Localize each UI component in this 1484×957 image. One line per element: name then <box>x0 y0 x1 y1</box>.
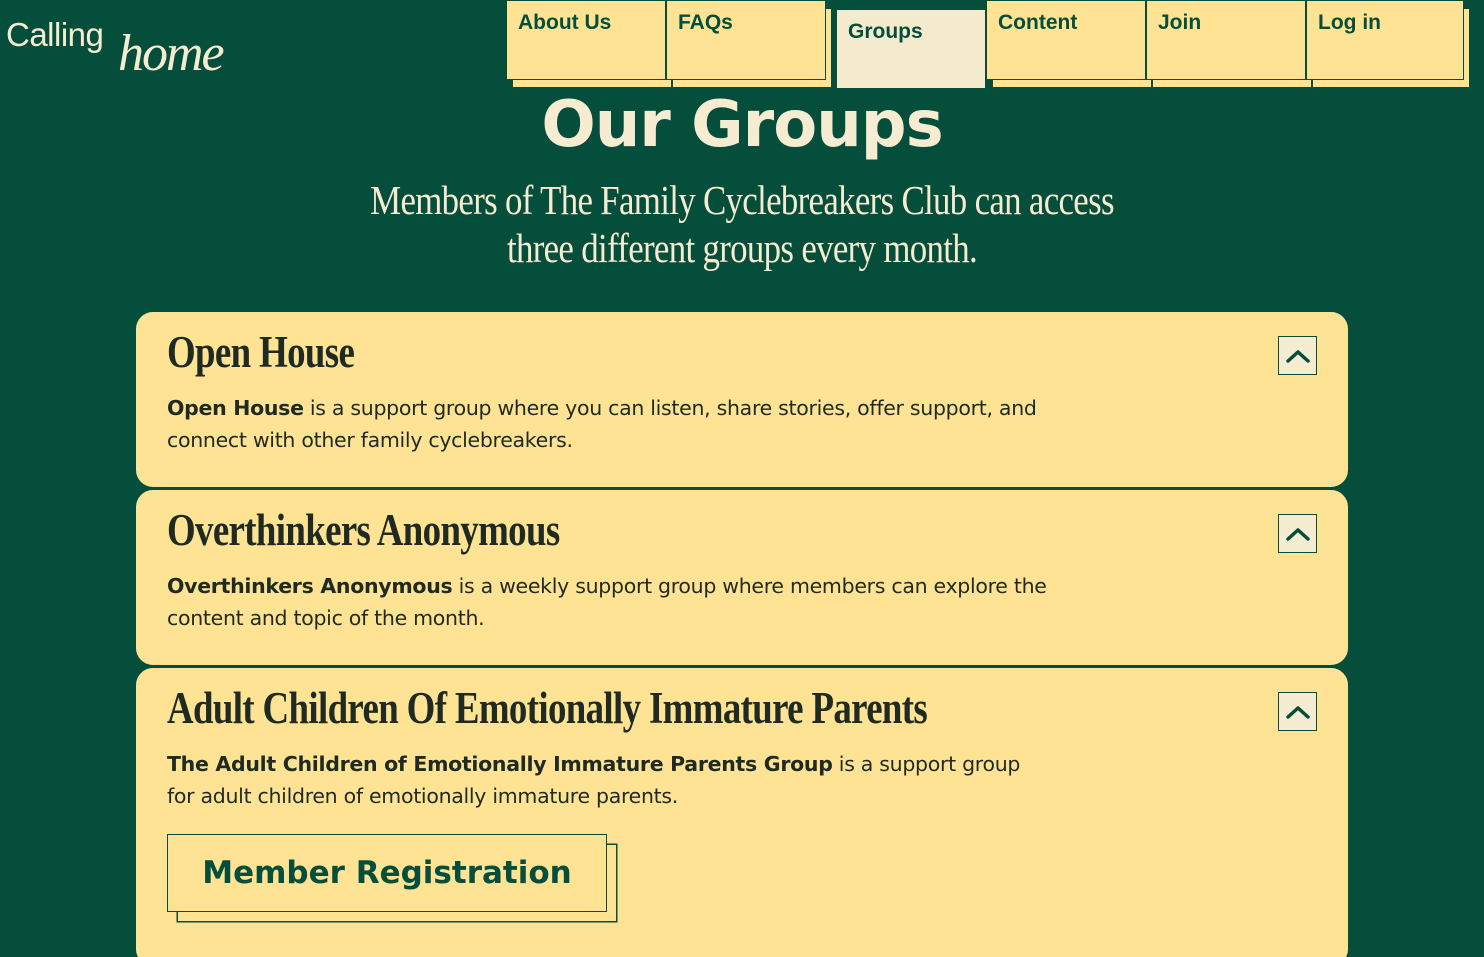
group-description <box>167 392 1047 456</box>
group-title: Open House <box>167 327 355 377</box>
nav-tab-about-us[interactable] <box>506 0 666 80</box>
nav-tab-faqs[interactable] <box>666 0 826 80</box>
nav-tab-label: FAQs <box>678 11 733 34</box>
chevron-up-icon <box>1286 349 1310 363</box>
nav-tab-label: Join <box>1158 11 1202 34</box>
member-registration-label: Member Registration <box>202 855 572 891</box>
group-description-bold: Open House <box>167 396 304 420</box>
nav-tab-label: About Us <box>518 11 612 34</box>
chevron-up-icon <box>1286 705 1310 719</box>
logo-text-home: home <box>118 25 223 82</box>
nav-tab-label: Log in <box>1318 11 1381 34</box>
member-registration-button[interactable] <box>167 834 607 912</box>
chevron-up-icon <box>1286 527 1310 541</box>
group-description <box>167 748 1047 812</box>
group-card-overthinkers-anonymous <box>135 489 1349 666</box>
page-title: Our Groups <box>541 88 943 162</box>
group-card-open-house <box>135 311 1349 488</box>
group-title: Adult Children Of Emotionally Immature Parents <box>167 683 928 733</box>
nav-tab-log-in[interactable] <box>1306 0 1464 80</box>
collapse-toggle-button[interactable] <box>1278 514 1317 553</box>
group-description-text: is a support group where you can listen, share stories, offer support, and connect with other family cyclebreakers. <box>167 396 1037 452</box>
group-title: Overthinkers Anonymous <box>167 505 560 555</box>
nav-tab-groups[interactable] <box>836 10 986 89</box>
nav-tab-join[interactable] <box>1146 0 1306 80</box>
page-subtitle: Members of The Family Cyclebreakers Club can access three different groups every month. <box>370 177 1114 271</box>
group-description-bold: The Adult Children of Emotionally Immature Parents Group <box>167 752 833 776</box>
nav-tab-label: Groups <box>848 20 923 43</box>
group-card-adult-children <box>135 667 1349 957</box>
logo-text-calling: Calling <box>6 16 104 53</box>
nav-tab-content[interactable] <box>986 0 1146 80</box>
nav-tab-label: Content <box>998 11 1078 34</box>
group-description-text: is a support group for adult children of emotionally immature parents. <box>167 752 1021 808</box>
collapse-toggle-button[interactable] <box>1278 692 1317 731</box>
group-description <box>167 570 1047 634</box>
collapse-toggle-button[interactable] <box>1278 336 1317 375</box>
group-description-text: is a weekly support group where members can explore the content and topic of the month. <box>167 574 1047 630</box>
group-description-bold: Overthinkers Anonymous <box>167 574 453 598</box>
